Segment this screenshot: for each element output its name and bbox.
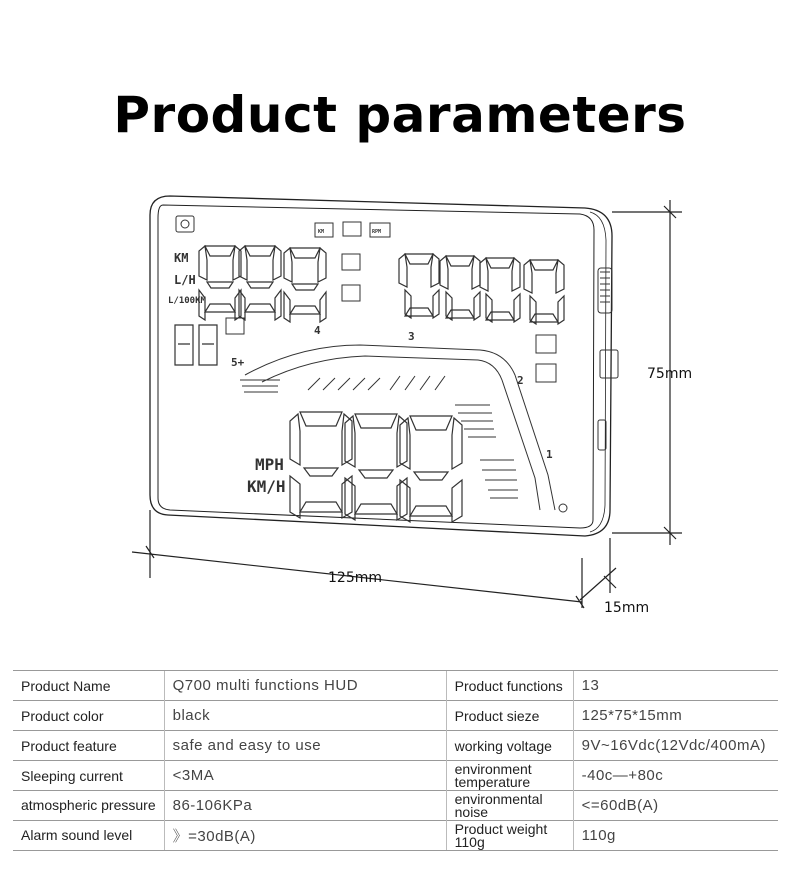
- dimension-lines: [132, 200, 682, 608]
- spec-label: Alarm sound level: [13, 821, 164, 851]
- fuel-icon: [342, 285, 360, 301]
- spec-value: 》=30dB(A): [164, 821, 446, 851]
- unit-mph-label: MPH: [255, 455, 284, 474]
- hud-device-body: [150, 196, 612, 536]
- thermometer-icon: [342, 254, 360, 270]
- spec-value: safe and easy to use: [164, 731, 446, 761]
- unit-km-label: KM: [174, 251, 189, 265]
- gear-1-label: 1: [546, 448, 553, 461]
- spec-label: environment temperature: [446, 761, 573, 791]
- spec-value: <=60dB(A): [573, 791, 778, 821]
- table-row: [13, 671, 778, 701]
- spec-label: Product feature: [13, 731, 164, 761]
- spec-label: working voltage: [446, 731, 573, 761]
- gear-3-label: 3: [408, 330, 415, 343]
- settings-icon: [536, 335, 556, 353]
- height-dimension-label: 75mm: [647, 366, 693, 382]
- spec-value: Q700 multi functions HUD: [164, 671, 446, 701]
- gear-4-label: 4: [314, 324, 321, 337]
- depth-dimension-label: 15mm: [604, 600, 650, 616]
- spec-label: environmental noise: [446, 791, 573, 821]
- sun-icon: [181, 220, 189, 228]
- spec-label: Product Name: [13, 671, 164, 701]
- unit-kmh-label: KM/H: [247, 477, 286, 496]
- spec-value: black: [164, 701, 446, 731]
- spec-value: 110g: [573, 821, 778, 851]
- table-row: [13, 821, 778, 851]
- spec-label: Product color: [13, 701, 164, 731]
- side-knob-icon: [598, 268, 618, 450]
- sensor-icon: [559, 504, 567, 512]
- spec-value: 125*75*15mm: [573, 701, 778, 731]
- table-row: [13, 701, 778, 731]
- spec-table: [13, 670, 778, 851]
- table-row: [13, 791, 778, 821]
- spec-value: -40c—+80c: [573, 761, 778, 791]
- length-dimension-label: 125mm: [328, 570, 382, 586]
- icon-km-text: KM: [318, 229, 325, 235]
- battery-icon: [343, 222, 361, 236]
- table-row: [13, 761, 778, 791]
- spec-value: <3MA: [164, 761, 446, 791]
- spec-label: atmospheric pressure: [13, 791, 164, 821]
- table-row: [13, 731, 778, 761]
- spec-label: Product weight 110g: [446, 821, 573, 851]
- spec-label: Product sieze: [446, 701, 573, 731]
- gear-2-label: 2: [517, 374, 524, 387]
- unit-l100km-label: L/100KM: [168, 296, 206, 306]
- spec-label: Sleeping current: [13, 761, 164, 791]
- spec-value: 86-106KPa: [164, 791, 446, 821]
- page-title: Product parameters: [113, 86, 687, 144]
- brightness-icon: [176, 216, 194, 232]
- digit-segments: [175, 246, 564, 522]
- voltage-icon: [536, 364, 556, 382]
- icon-rpm-text: RPM: [372, 229, 382, 235]
- spec-label: Product functions: [446, 671, 573, 701]
- spec-value: 13: [573, 671, 778, 701]
- gear-5plus-label: 5+: [231, 356, 245, 369]
- unit-lh-label: L/H: [174, 273, 196, 287]
- spec-value: 9V~16Vdc(12Vdc/400mA): [573, 731, 778, 761]
